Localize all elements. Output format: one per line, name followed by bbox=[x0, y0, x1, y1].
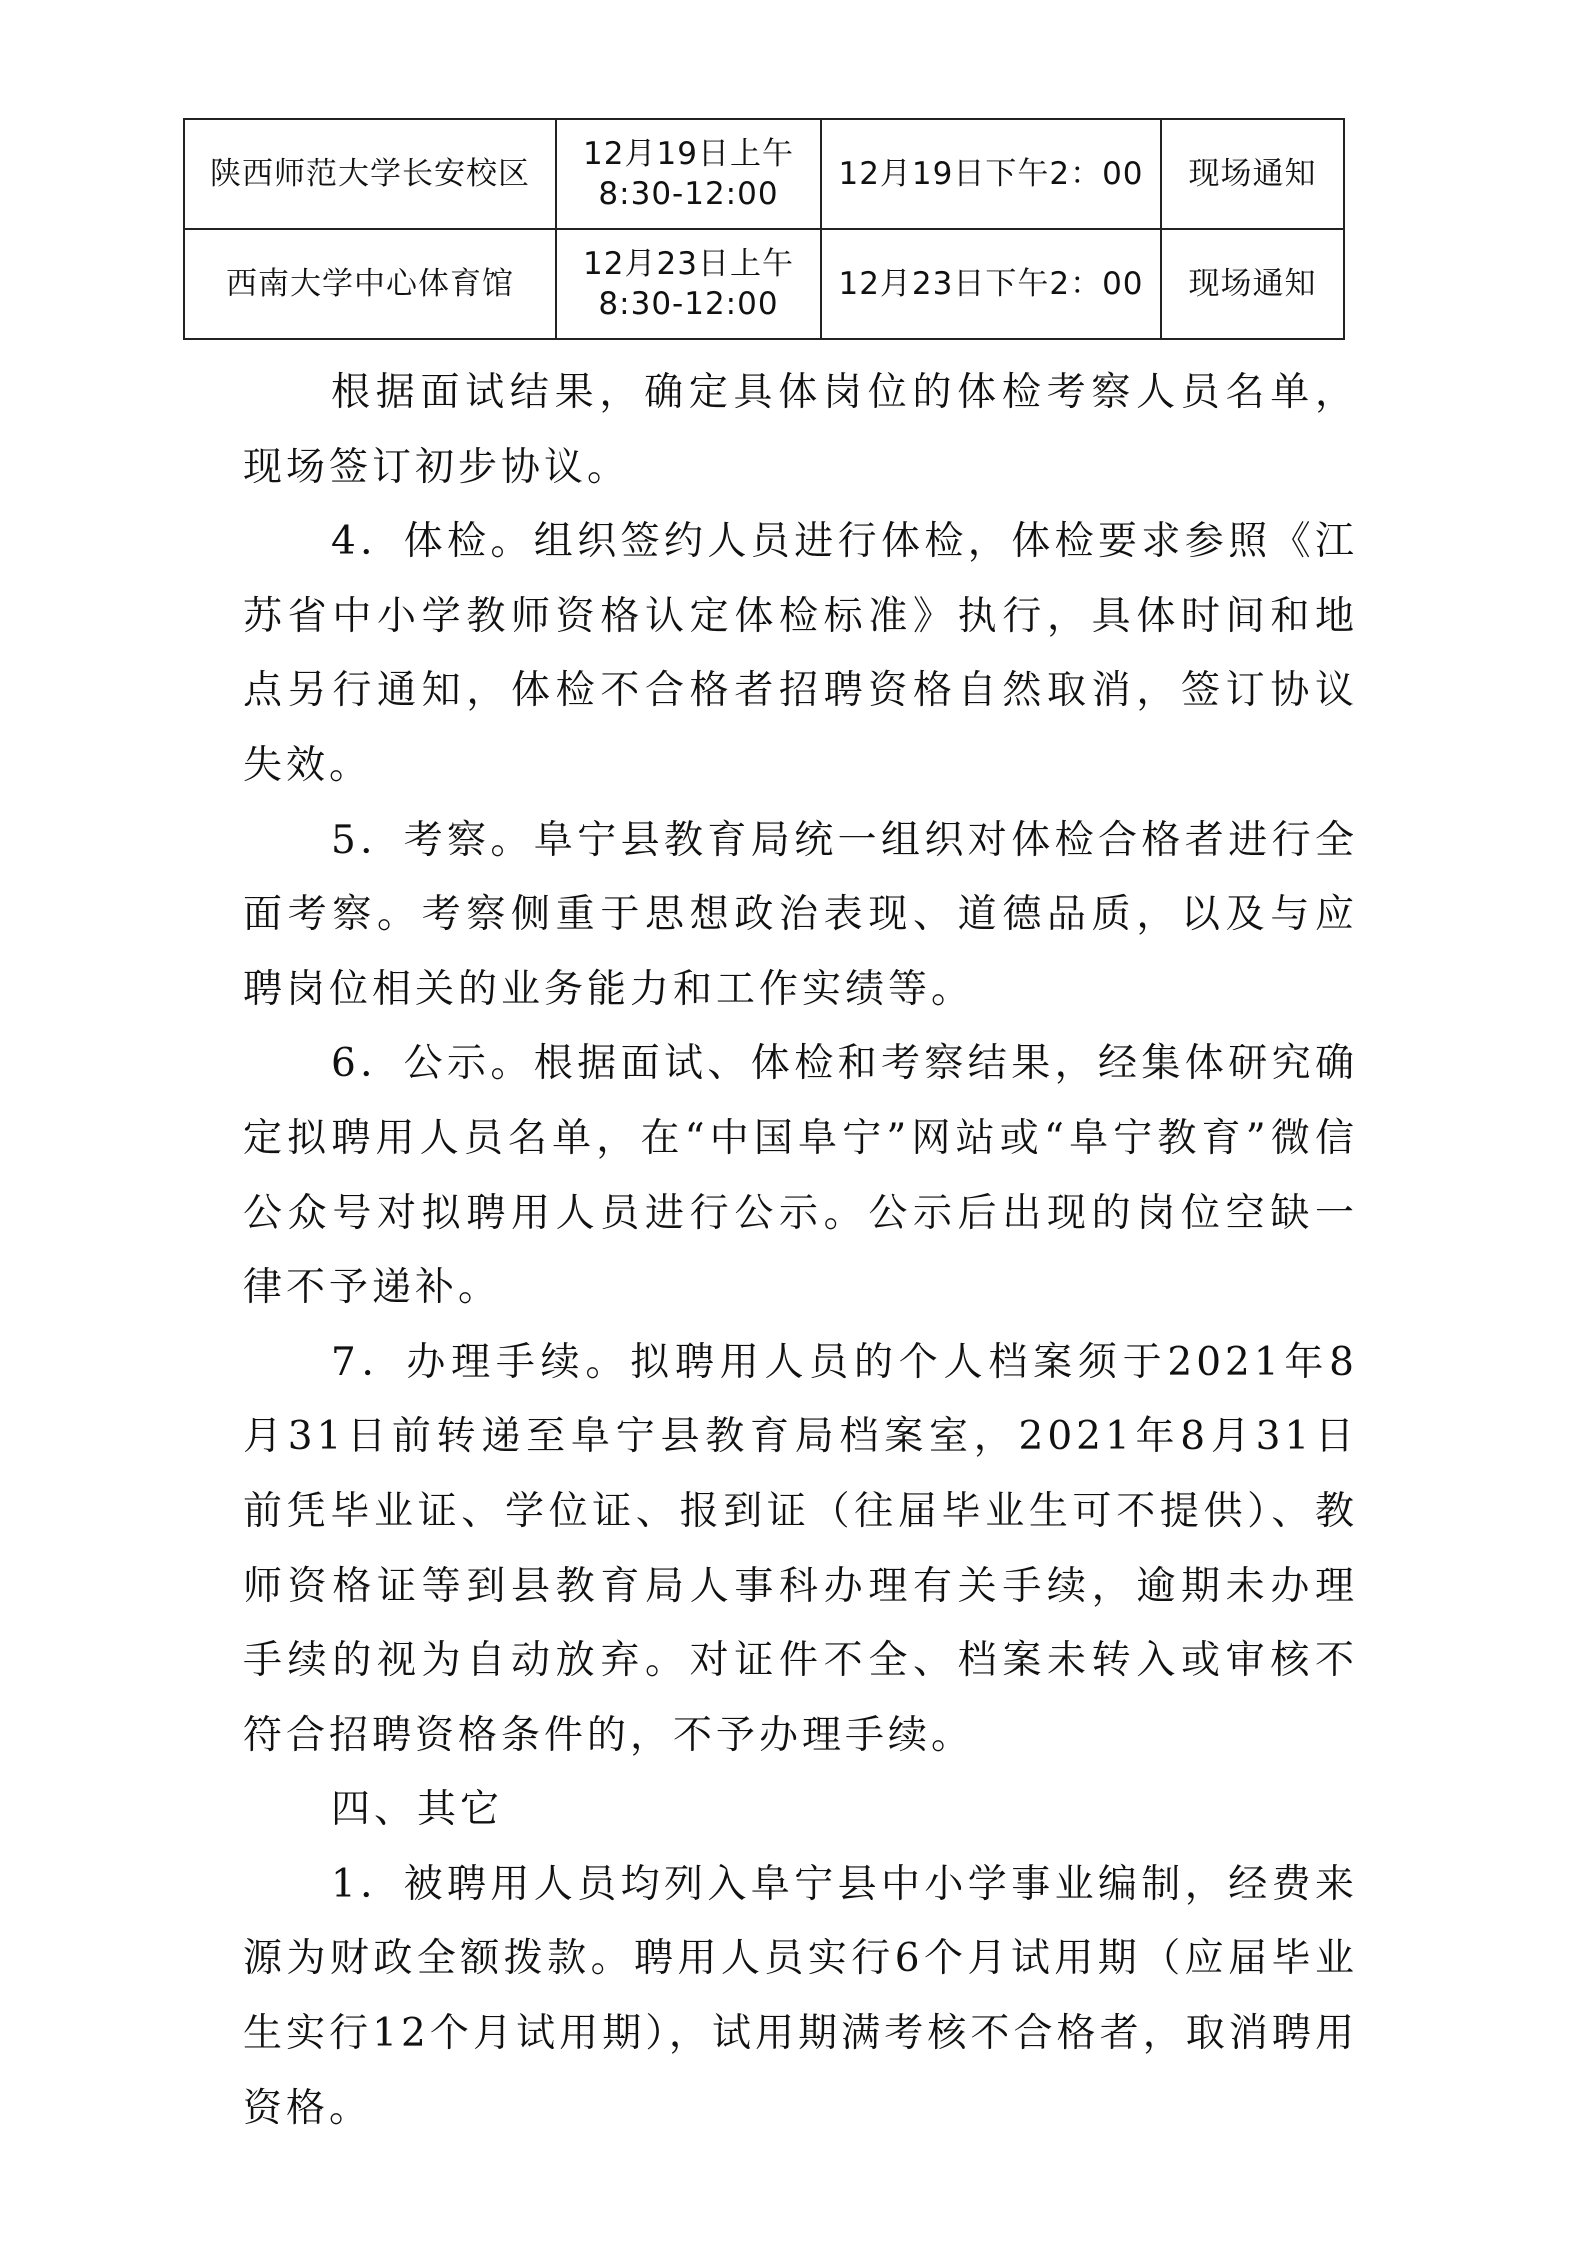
venue-cell: 西南大学中心体育馆 bbox=[184, 229, 556, 339]
paragraph-physical-exam: 4．体检。组织签约人员进行体检，体检要求参照《江苏省中小学教师资格认定体检标准》执行，具体时间和地点另行通知，体检不合格者招聘资格自然取消，签订协议失效。 bbox=[243, 519, 1358, 788]
interview-schedule-table bbox=[183, 118, 1345, 340]
paragraph-procedures: 7．办理手续。拟聘用人员的个人档案须于2021年8月31日前转递至阜宁县教育局档案室，2021年8月31日前凭毕业证、学位证、报到证（往届毕业生可不提供）、教师资格证等到县教育局人事科办理有关手续，逾期未办理手续的视为自动放弃。对证件不全、档案未转入或审核不符合招聘资格条件的，不予办理手续。 bbox=[243, 1339, 1358, 1758]
paragraph-staffing: 1．被聘用人员均列入阜宁县中小学事业编制，经费来源为财政全额拨款。聘用人员实行6个月试用期（应届毕业生实行12个月试用期），试用期满考核不合格者，取消聘用资格。 bbox=[243, 1861, 1358, 2131]
session-date: 12月23日上午 bbox=[583, 246, 794, 282]
paragraph-inspection: 5．考察。阜宁县教育局统一组织对体检合格者进行全面考察。考察侧重于思想政治表现、道德品质，以及与应聘岗位相关的业务能力和工作实绩等。 bbox=[243, 817, 1358, 1012]
paragraph-publicity: 6．公示。根据面试、体检和考察结果，经集体研究确定拟聘用人员名单，在“中国阜宁”网站或“阜宁教育”微信公众号对拟聘用人员进行公示。公示后出现的岗位空缺一律不予递补。 bbox=[243, 1041, 1358, 1311]
notice-cell: 现场通知 bbox=[1161, 229, 1344, 339]
result-time-cell: 12月19日下午2：00 bbox=[821, 119, 1161, 229]
paragraph-interview-result: 根据面试结果，确定具体岗位的体检考察人员名单，现场签订初步协议。 bbox=[243, 370, 1358, 490]
result-time-cell: 12月23日下午2：00 bbox=[821, 229, 1161, 339]
session-hours: 8:30-12:00 bbox=[598, 286, 779, 322]
session-time-cell bbox=[556, 119, 821, 229]
session-time-cell bbox=[556, 229, 821, 339]
notice-cell: 现场通知 bbox=[1161, 119, 1344, 229]
section-heading-other: 四、其它 bbox=[331, 1787, 504, 1833]
body-text bbox=[243, 356, 1358, 2146]
session-hours: 8:30-12:00 bbox=[598, 176, 779, 212]
table-row bbox=[184, 119, 1344, 229]
venue-cell: 陕西师范大学长安校区 bbox=[184, 119, 556, 229]
table-row bbox=[184, 229, 1344, 339]
session-date: 12月19日上午 bbox=[583, 136, 794, 172]
